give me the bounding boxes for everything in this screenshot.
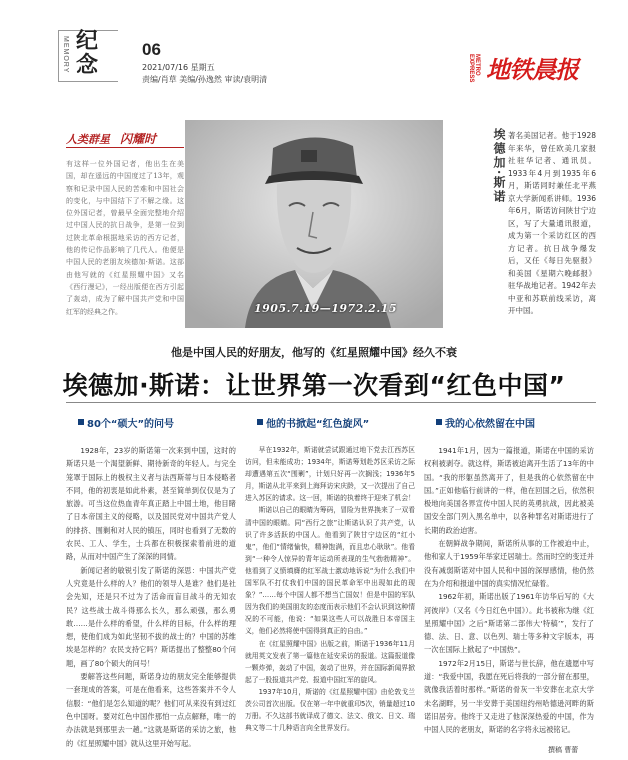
- article-column-3: [424, 414, 594, 737]
- title-rule: [66, 402, 596, 403]
- section-badge: [58, 30, 128, 90]
- paragraph: 1972年2月15日，斯诺与世长辞，他在遗愿中写道：“我爱中国，我愿在死后将我的一部分留在那里，就像我活着时那样。”斯诺的骨灰一半安葬在北京大学未名湖畔，另一半安葬于美国纽约州哈德逊河畔的斯诺旧居旁。他终于又走进了他深深热爱的中国，作为中国人民的老朋友，斯诺的名字将永远被铭记。: [424, 658, 594, 735]
- paragraph: 1962年初，斯诺出版了1961年访华后写的《大河彼岸》（又名《今日红色中国》）。此书被称为继《红星照耀中国》之后“斯诺第二部伟大‘特稿’”，发行了德、法、日、意、以色列、瑞士等多种文字版本，再一次在国际上掀起了“中国热”。: [424, 592, 594, 655]
- column-body: [424, 444, 594, 737]
- column-heading: [257, 414, 415, 430]
- paragraph: 在朝鲜战争期间，斯诺所从事的工作被迫中止，他和家人于1959年举家迁居瑞士。然而时空的变迁并没有减弱斯诺对中国人民和中国的深厚感情，他仍然在为介绍和报道中国的真实情况忙碌着。: [424, 539, 594, 588]
- portrait-drawing: [185, 120, 443, 328]
- article-title: 埃德加·斯诺：让世界第一次看到“红色中国”: [62, 371, 566, 400]
- intro-column: [66, 130, 184, 330]
- column-heading-text: 我的心依然留在中国: [445, 418, 535, 430]
- square-bullet-icon: [436, 419, 442, 425]
- column-body: [66, 444, 236, 750]
- article-column-2: [245, 414, 415, 734]
- paragraph: 1928年，23岁的斯诺第一次来到中国，这时的斯诺只是一个渴望新鲜、期待新奇的年轻人。与完全笼罩于国际上的极权主义者与法西斯蒂与日本侵略者不同，他的初衷是如此朴素，甚至简单到仅仅是为了旅游。可当这位热血青年真正踏上中国土地，他目睹了日本帝国主义的侵略，以及国民党对中国共产党人的排挤、围剿和对人民的镇压，同时也看到了无数的农民、工人、学生，士兵都在积极探索着前进的道路，从而对中国产生了深深的同情。: [66, 446, 236, 562]
- life-dates: 1905.7.19—1972.2.15: [254, 302, 397, 315]
- series-tag-rule: [66, 147, 184, 148]
- series-tag: [66, 130, 184, 148]
- paragraph: 1941年1月，因为一篇报道，斯诺在中国的采访权利被剥夺。就这样，斯诺被迫离开生活了13年的中国。“我的形躯虽然离开了，但是我的心依然留在中国。”正如他临行前讲的一样，他在回国之后，依然积极地向美国各界宣传中国人民的英勇抗战，因此被美国安全部门列入黑名单中，以各种罪名对斯诺进行了长期的政治迫害。: [424, 446, 594, 535]
- page-header: [0, 0, 628, 110]
- column-heading-text: 他的书掀起“红色旋风”: [266, 418, 370, 430]
- editor-credits: 责编/肖草 美编/孙逸然 审读/袁明清: [142, 75, 268, 84]
- square-bullet-icon: [78, 419, 84, 425]
- newspaper-logo: [468, 50, 580, 84]
- logo-text: 地铁晨报: [486, 56, 578, 84]
- paragraph: 新闻记者的敏锐引发了斯诺的深思：中国共产党人究竟是什么样的人？他们的领导人是谁？他们是社会先知，还是只不过为了活命而盲目战斗的无知农民？这些战士战斗得那么长久，那么顽强，那么勇敢……是什么样的希望，什么样的目标，什么样的理想，使他们成为如此坚韧不拔的战士的？中国的苏维埃是怎样的？农民支持它吗？斯诺提出了整整80个问题，画了80个硕大的问号！: [66, 565, 236, 668]
- paragraph: 在《红星照耀中国》出版之前，斯诺于1936年11月就用英文发表了第一篇他在延安采访的报道。这篇报道像一颗炸弹，轰动了中国，轰动了世界，并在国际新闻界掀起了一股报道共产党、报道中国红军的旋风。: [245, 639, 415, 684]
- portrait-photo: [185, 120, 443, 328]
- series-tag-left: 人类群星: [66, 133, 110, 146]
- column-heading-text: 80个“硕大”的问号: [87, 418, 175, 430]
- column-heading: [78, 414, 236, 430]
- paragraph: 早在1932年，斯诺就尝试跟通过地下党去江西苏区访问，但未能成功；1934年，斯诺筹划赴苏区采访之际却遭遇第五次“围剿”，计划只好再一次搁浅；1936年5月，斯诺从北平来到上海拜访宋庆龄，又一次提出了自己进入苏区的请求。这一回，斯诺的执着终于迎来了机会！: [245, 446, 415, 503]
- byline: 撰稿 曹蕾: [548, 746, 579, 754]
- paragraph: 1937年10月，斯诺的《红星照耀中国》由伦敦戈兰茨公司首次出版。仅在第一年中就重印5次，销量超过10万册。不久这部书就译成了德文、法文、俄文、日文、瑞典文等二十几种语言向全世界发行。: [245, 687, 415, 733]
- page-number: 06: [142, 40, 161, 59]
- square-bullet-icon: [257, 419, 263, 425]
- bio-name: 埃德加·斯诺: [492, 128, 506, 205]
- logo-subtext: METRO EXPRESS: [468, 54, 480, 83]
- paragraph: 斯诺以自己的眼睛为筹码，冒险为世界换来了一双看清中国的眼睛。同“西行之旅”让斯诺认识了共产党，认识了许多活跃的中国人。他看到了陕甘宁边区的“红小鬼”，他们“情绪愉快，精神饱满，而且忠心耿耿”。他看到“一种令人惊异的青年运动所表现的生气勃勃精神”。他看到了义愤填膺的红军战士激动地诉说“为什么我们中国军队不打仗我们中国的国民革命军中出现如此的现象？”……每个中国人都不想当亡国奴！但是中国的军队因为我们的美国朋友的态度而表示他们不会认识到这种情况的不可能，他说：“如果这些人可以战胜日本帝国主义，他们必然将使中国得到真正的自由。”: [245, 506, 415, 636]
- issue-date: 2021/07/16 星期五: [142, 63, 215, 72]
- series-tag-right: 闪耀时: [120, 132, 157, 146]
- article-subtitle: 他是中国人民的好朋友，他写的《红星照耀中国》经久不衰: [171, 346, 457, 359]
- section-title: 纪念: [76, 29, 99, 78]
- bio-text: 著名美国记者。他于1928年来华，曾任欧美几家报社驻华记者、通讯员。1933年4月到1935年6月，斯诺同时兼任北平燕京大学新闻系讲师。1936年6月，斯诺访问陕甘宁边区，写了大量通讯报道，成为第一个采访红区的西方记者。抗日战争爆发后，又任《每日先驱报》和美国《星期六晚邮报》驻华战地记者。1942年去中亚和苏联前线采访，离开中国。: [508, 131, 596, 315]
- column-body: [245, 444, 415, 734]
- intro-text: 有这样一位外国记者，他出生在美国，却在遥远的中国度过了13年，观察和记录中国人民的苦难和中国社会的变化，与中国结下了不解之缘。这位外国记者，曾最早全面完整地介绍过中国人民的抗日战争，是第一位到过陕北革命根据地采访的西方记者，他的传记作品影响了几代人。他便是中国人民的老朋友埃德加·斯诺。这部由他写就的《红星照耀中国》又名《西行漫记》，一经出版便在西方引起了轰动，成为了解中国共产党和中国红军的经典之作。: [66, 160, 184, 316]
- paragraph: 要解答这些问题，斯诺身边的朋友完全能够提供一套现成的答案，可是在他看来，这些答案并不令人信服：“他们是怎么知道的呢？他们可从来没有到过红色中国呀。要对红色中国作那怕一点点解释，唯一的办法就是到那里去一趟。”这就是斯诺的采访之旅，他的《红星照耀中国》就从这里开始写起。: [66, 672, 236, 748]
- article-column-1: [66, 414, 236, 750]
- section-badge-en: MEMORY: [62, 36, 69, 74]
- column-heading: [436, 414, 594, 430]
